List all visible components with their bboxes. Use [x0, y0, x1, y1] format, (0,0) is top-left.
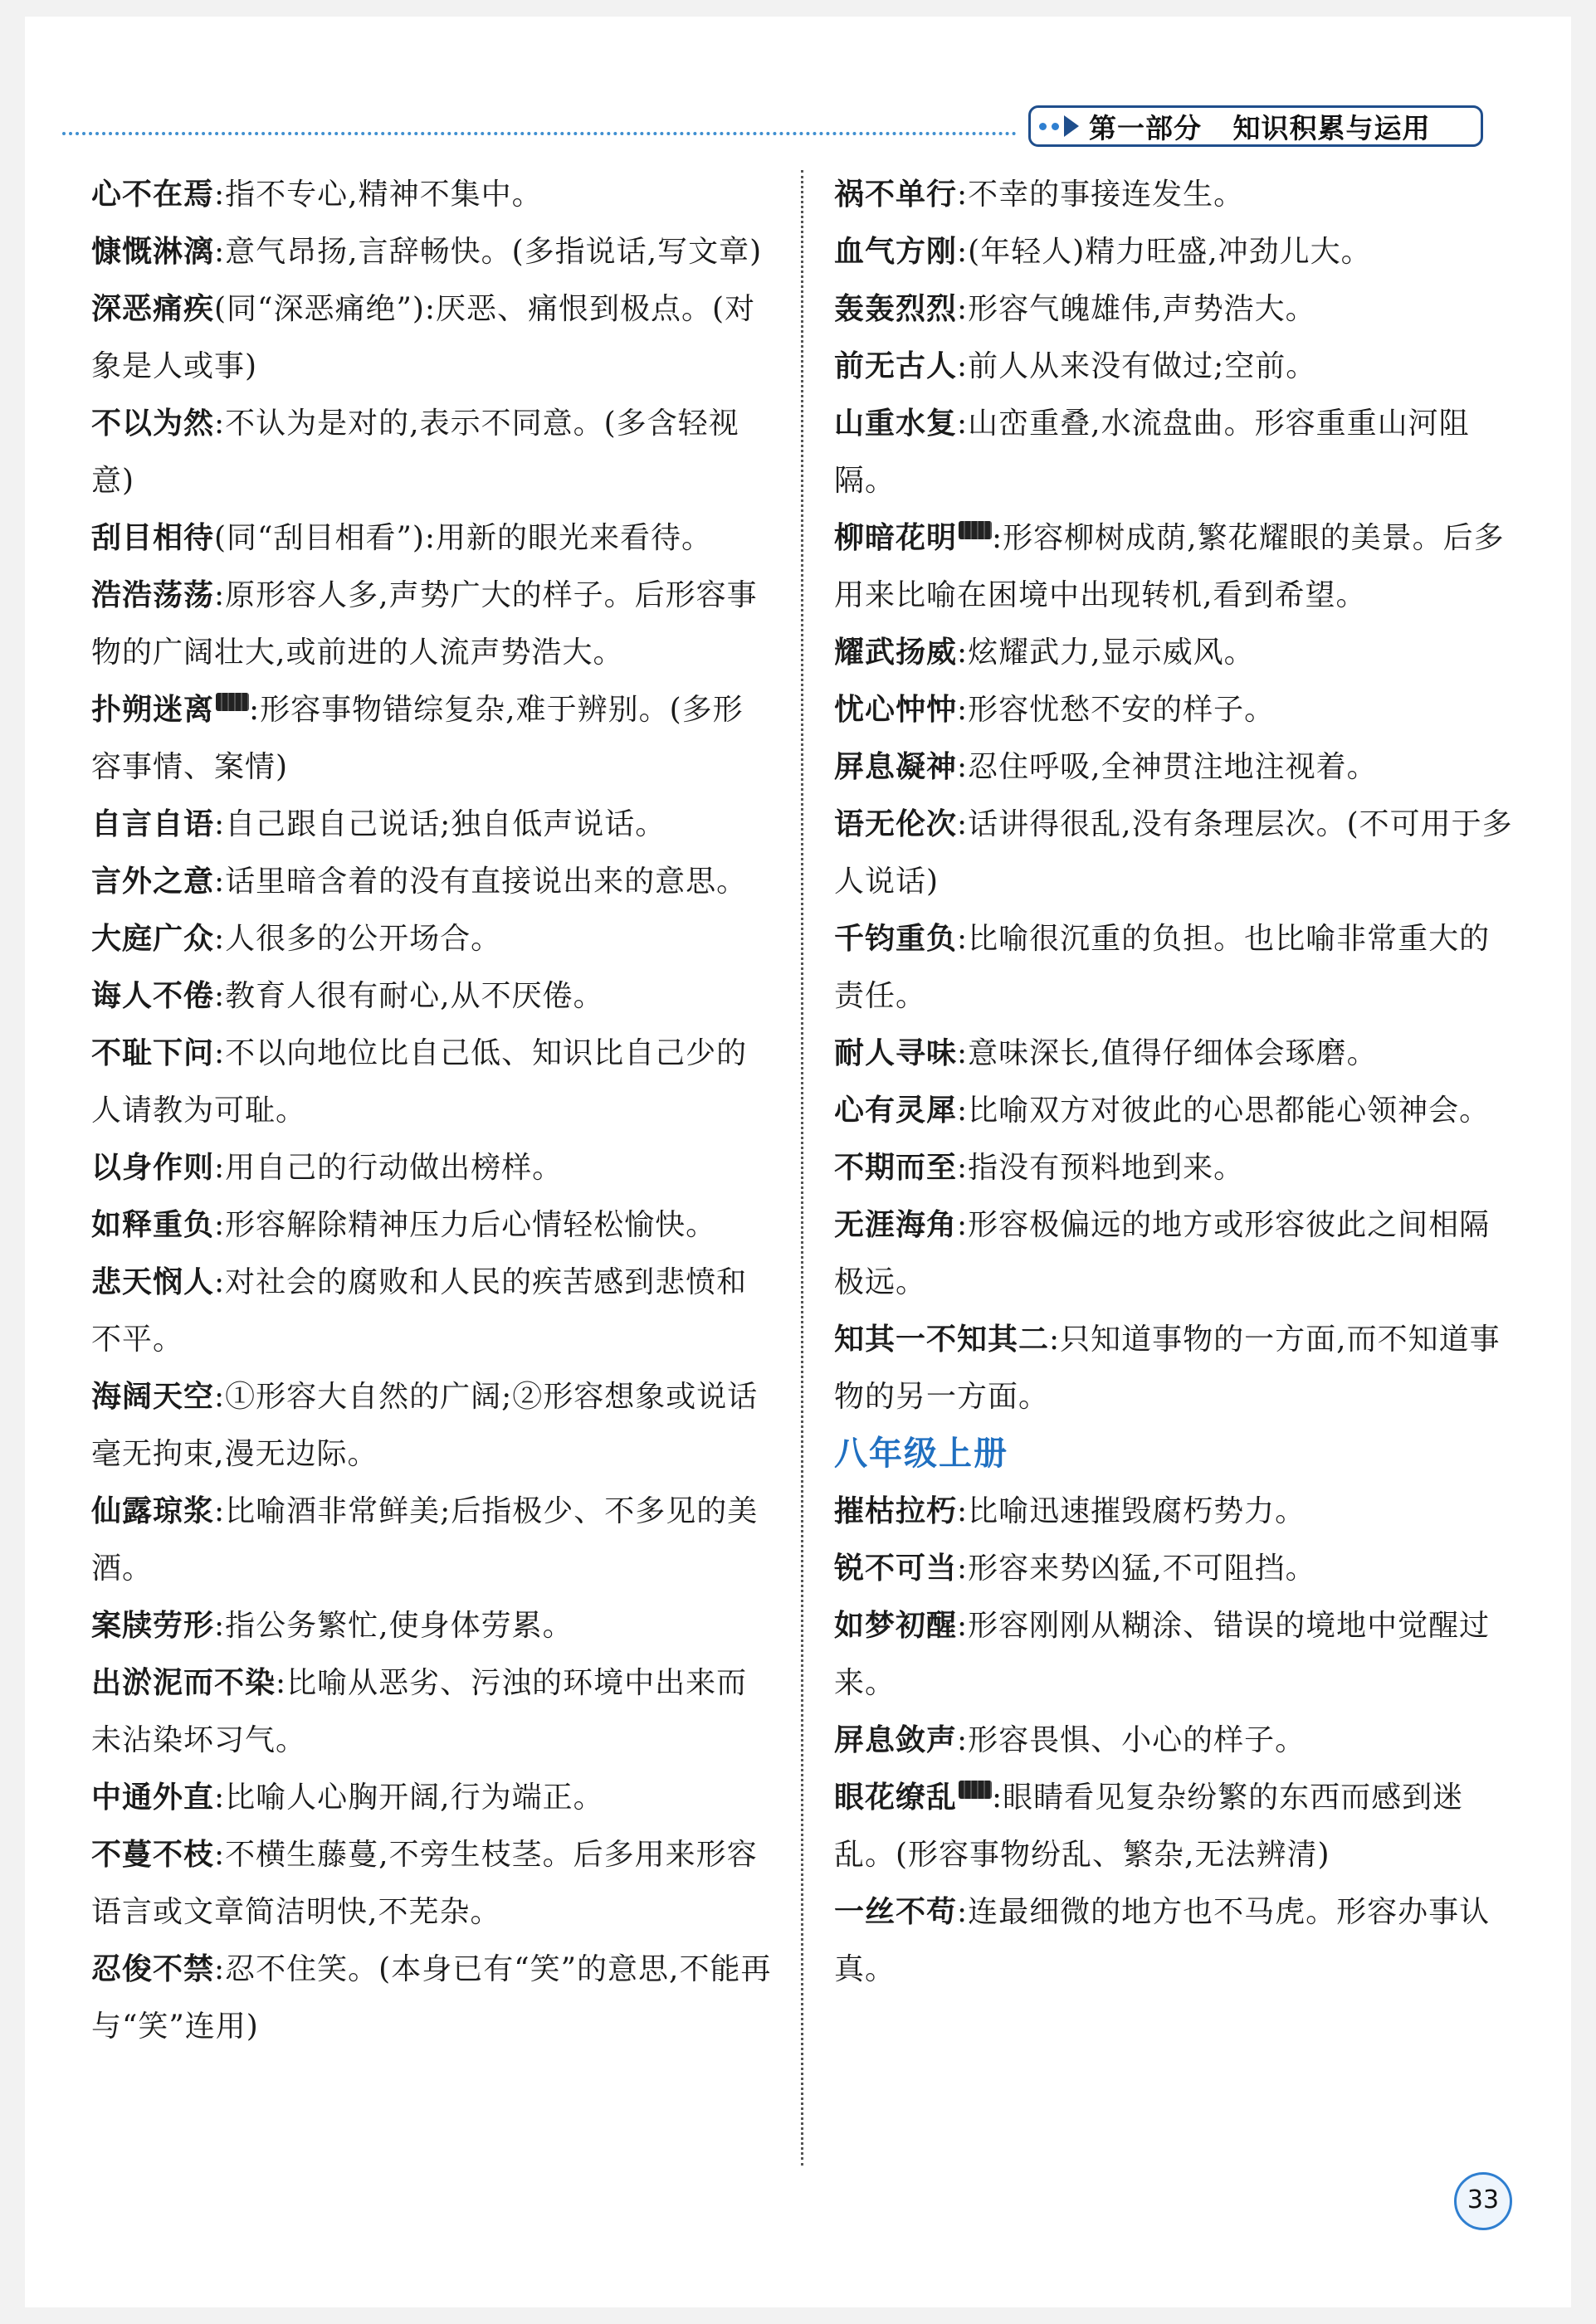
idiom-definition: :形容气魄雄伟,声势浩大。: [957, 292, 1316, 326]
idiom-term: 柳暗花明: [834, 521, 958, 555]
idiom-entry: [91, 853, 772, 910]
idiom-definition: :指公务繁忙,使身体劳累。: [214, 1609, 573, 1643]
idiom-definition: :意气昂扬,言辞畅快。(多指说话,写文章): [214, 235, 763, 269]
idiom-definition: :形容柳树成荫,繁花耀眼的美景。后多用来比喻在困境中出现转机,看到希望。: [834, 521, 1505, 612]
idiom-entry: [91, 1139, 772, 1196]
idiom-entry: [834, 1883, 1515, 1998]
idiom-term: 中通外直: [91, 1781, 215, 1815]
idiom-definition: :形容解除精神压力后心情轻松愉快。: [214, 1208, 717, 1242]
idiom-term: 前无古人: [834, 349, 958, 383]
idiom-definition: :前人从来没有做过;空前。: [957, 349, 1317, 383]
idiom-term: 不期而至: [834, 1151, 958, 1185]
idiom-definition: :不以向地位比自己低、知识比自己少的人请教为可耻。: [91, 1036, 748, 1128]
idiom-term: 心不在焉: [91, 178, 215, 212]
idiom-entry: [834, 1483, 1515, 1540]
exam-badge-icon: [216, 693, 249, 711]
idiom-entry: [91, 509, 772, 567]
idiom-definition: :形容刚刚从糊涂、错误的境地中觉醒过来。: [834, 1609, 1491, 1700]
idiom-term: 眼花缭乱: [834, 1781, 958, 1815]
idiom-term: 以身作则: [91, 1151, 215, 1185]
idiom-entry: [91, 1483, 772, 1597]
idiom-term: 不以为然: [91, 407, 215, 441]
idiom-entry: [91, 681, 772, 796]
idiom-term: 心有灵犀: [834, 1094, 958, 1128]
idiom-definition: :指没有预料地到来。: [957, 1151, 1245, 1185]
idiom-term: 轰轰烈烈: [834, 292, 958, 326]
idiom-term: 刮目相待: [91, 521, 215, 555]
idiom-term: 如梦初醒: [834, 1609, 958, 1643]
idiom-term: 仙露琼浆: [91, 1494, 215, 1528]
idiom-entry: [834, 1025, 1515, 1082]
idiom-term: 知其一不知其二: [834, 1323, 1050, 1357]
idiom-entry: [834, 910, 1515, 1025]
idiom-definition: :忍不住笑。(本身已有“笑”的意思,不能再与“笑”连用): [91, 1952, 772, 2044]
page-header: [62, 104, 1506, 153]
exam-badge-icon: [959, 521, 992, 539]
idiom-definition: :自己跟自己说话;独自低声说话。: [214, 807, 666, 841]
idiom-definition: :比喻人心胸开阔,行为端正。: [214, 1781, 604, 1815]
idiom-entry: [91, 166, 772, 223]
idiom-entry: [834, 509, 1515, 624]
idiom-entry: [834, 280, 1515, 338]
idiom-definition: :比喻从恶劣、污浊的环境中出来而未沾染坏习气。: [91, 1666, 748, 1757]
idiom-term: 自言自语: [91, 807, 215, 841]
idiom-entry: [91, 910, 772, 967]
idiom-entry: [834, 681, 1515, 738]
idiom-entry: [834, 738, 1515, 796]
idiom-term: 不蔓不枝: [91, 1838, 215, 1872]
idiom-entry: [91, 1826, 772, 1941]
idiom-definition: (同“刮目相看”):用新的眼光来看待。: [214, 521, 713, 555]
idiom-definition: :意味深长,值得仔细体会琢磨。: [957, 1036, 1378, 1070]
idiom-definition: :山峦重叠,水流盘曲。形容重重山河阻隔。: [834, 407, 1470, 498]
idiom-entry: [91, 395, 772, 509]
idiom-definition: :人很多的公开场合。: [214, 922, 502, 956]
idiom-term: 慷慨淋漓: [91, 235, 215, 269]
idiom-term: 如释重负: [91, 1208, 215, 1242]
idiom-entry: [834, 1082, 1515, 1139]
idiom-definition: (同“深恶痛绝”):厌恶、痛恨到极点。(对象是人或事): [91, 292, 756, 383]
idiom-term: 扑朔迷离: [91, 693, 215, 727]
idiom-definition: :教育人很有耐心,从不厌倦。: [214, 979, 604, 1013]
idiom-term: 山重水复: [834, 407, 958, 441]
idiom-definition: :比喻双方对彼此的心思都能心领神会。: [957, 1094, 1491, 1128]
idiom-term: 海阔天空: [91, 1380, 215, 1414]
section-tag: [1028, 105, 1483, 147]
idiom-term: 血气方刚: [834, 235, 958, 269]
idiom-entry: [834, 166, 1515, 223]
idiom-term: 千钧重负: [834, 922, 958, 956]
idiom-entry: [91, 1654, 772, 1769]
idiom-entry: [834, 1597, 1515, 1712]
idiom-entry: [834, 223, 1515, 280]
idiom-definition: :形容事物错综复杂,难于辨别。(多形容事情、案情): [91, 693, 744, 784]
idiom-entry: [91, 796, 772, 853]
idiom-definition: :话里暗含着的没有直接说出来的意思。: [214, 865, 748, 899]
idiom-definition: :(年轻人)精力旺盛,冲劲儿大。: [957, 235, 1372, 269]
idiom-definition: :①形容大自然的广阔;②形容想象或说话毫无拘束,漫无边际。: [91, 1380, 759, 1471]
idiom-entry: [834, 338, 1515, 395]
idiom-entry: [91, 967, 772, 1025]
idiom-entry: [834, 1540, 1515, 1597]
idiom-term: 言外之意: [91, 865, 215, 899]
idiom-entry: [834, 1712, 1515, 1769]
arrow-icon: [1039, 115, 1079, 137]
idiom-term: 屏息敛声: [834, 1723, 958, 1757]
idiom-term: 不耻下问: [91, 1036, 215, 1070]
section-tag-label: 第一部分 知识积累与运用: [1089, 111, 1431, 144]
idiom-term: 祸不单行: [834, 178, 958, 212]
idiom-entry: [834, 624, 1515, 681]
idiom-entry: [91, 1025, 772, 1139]
idiom-term: 忧心忡忡: [834, 693, 958, 727]
exam-badge-icon: [959, 1781, 992, 1799]
idiom-entry: [91, 567, 772, 681]
idiom-entry: [91, 1254, 772, 1368]
header-dotted-rule: [62, 132, 1017, 135]
idiom-term: 摧枯拉朽: [834, 1494, 958, 1528]
idiom-entry: [91, 1597, 772, 1654]
idiom-definition: :炫耀武力,显示威风。: [957, 636, 1255, 670]
idiom-term: 出淤泥而不染: [91, 1666, 276, 1700]
idiom-definition: :比喻很沉重的负担。也比喻非常重大的责任。: [834, 922, 1491, 1013]
idiom-term: 耐人寻味: [834, 1036, 958, 1070]
idiom-term: 案牍劳形: [91, 1609, 215, 1643]
idiom-definition: :原形容人多,声势广大的样子。后形容事物的广阔壮大,或前进的人流声势浩大。: [91, 578, 758, 670]
idiom-entry: [91, 1368, 772, 1483]
idiom-definition: :不认为是对的,表示不同意。(多含轻视意): [91, 407, 739, 498]
idiom-term: 诲人不倦: [91, 979, 215, 1013]
idiom-term: 悲天悯人: [91, 1265, 215, 1299]
idiom-term: 屏息凝神: [834, 750, 958, 784]
idiom-definition: :形容来势凶猛,不可阻挡。: [957, 1552, 1316, 1586]
idiom-term: 忍俊不禁: [91, 1952, 215, 1986]
idiom-entry: [834, 395, 1515, 509]
idiom-definition: :话讲得很乱,没有条理层次。(不可用于多人说话): [834, 807, 1513, 899]
idiom-definition: :连最细微的地方也不马虎。形容办事认真。: [834, 1895, 1491, 1986]
idiom-term: 大庭广众: [91, 922, 215, 956]
idiom-term: 语无伦次: [834, 807, 958, 841]
idiom-entry: [834, 796, 1515, 910]
idiom-definition: :眼睛看见复杂纷繁的东西而感到迷乱。(形容事物纷乱、繁杂,无法辨清): [834, 1781, 1464, 1872]
idiom-entry: [91, 1196, 772, 1254]
idiom-entry: [91, 280, 772, 395]
idiom-entry: [834, 1139, 1515, 1196]
idiom-entry: [834, 1769, 1515, 1883]
idiom-definition: :用自己的行动做出榜样。: [214, 1151, 564, 1185]
left-column: [91, 166, 772, 2055]
idiom-definition: :比喻迅速摧毁腐朽势力。: [957, 1494, 1306, 1528]
idiom-term: 深恶痛疾: [91, 292, 215, 326]
page-number: 33: [1454, 2172, 1512, 2230]
section-title: 八年级上册: [834, 1435, 1008, 1473]
idiom-definition: :指不专心,精神不集中。: [214, 178, 543, 212]
idiom-term: 耀武扬威: [834, 636, 958, 670]
idiom-definition: :比喻酒非常鲜美;后指极少、不多见的美酒。: [91, 1494, 759, 1586]
idiom-entry: [834, 1311, 1515, 1425]
idiom-term: 浩浩荡荡: [91, 578, 215, 612]
column-divider: [801, 170, 803, 2166]
idiom-definition: :形容极偏远的地方或形容彼此之间相隔极远。: [834, 1208, 1491, 1299]
idiom-entry: [91, 1941, 772, 2055]
idiom-entry: [91, 223, 772, 280]
right-column: [834, 166, 1515, 1998]
idiom-definition: :对社会的腐败和人民的疾苦感到悲愤和不平。: [91, 1265, 748, 1357]
idiom-entry: [91, 1769, 772, 1826]
idiom-definition: :忍住呼吸,全神贯注地注视着。: [957, 750, 1378, 784]
idiom-entry: [834, 1196, 1515, 1311]
idiom-definition: :形容畏惧、小心的样子。: [957, 1723, 1306, 1757]
idiom-definition: :不横生藤蔓,不旁生枝茎。后多用来形容语言或文章简洁明快,不芜杂。: [91, 1838, 758, 1929]
idiom-term: 一丝不苟: [834, 1895, 958, 1929]
idiom-term: 无涯海角: [834, 1208, 958, 1242]
idiom-term: 锐不可当: [834, 1552, 958, 1586]
idiom-definition: :只知道事物的一方面,而不知道事物的另一方面。: [834, 1323, 1501, 1414]
idiom-definition: :不幸的事接连发生。: [957, 178, 1245, 212]
idiom-definition: :形容忧愁不安的样子。: [957, 693, 1276, 727]
